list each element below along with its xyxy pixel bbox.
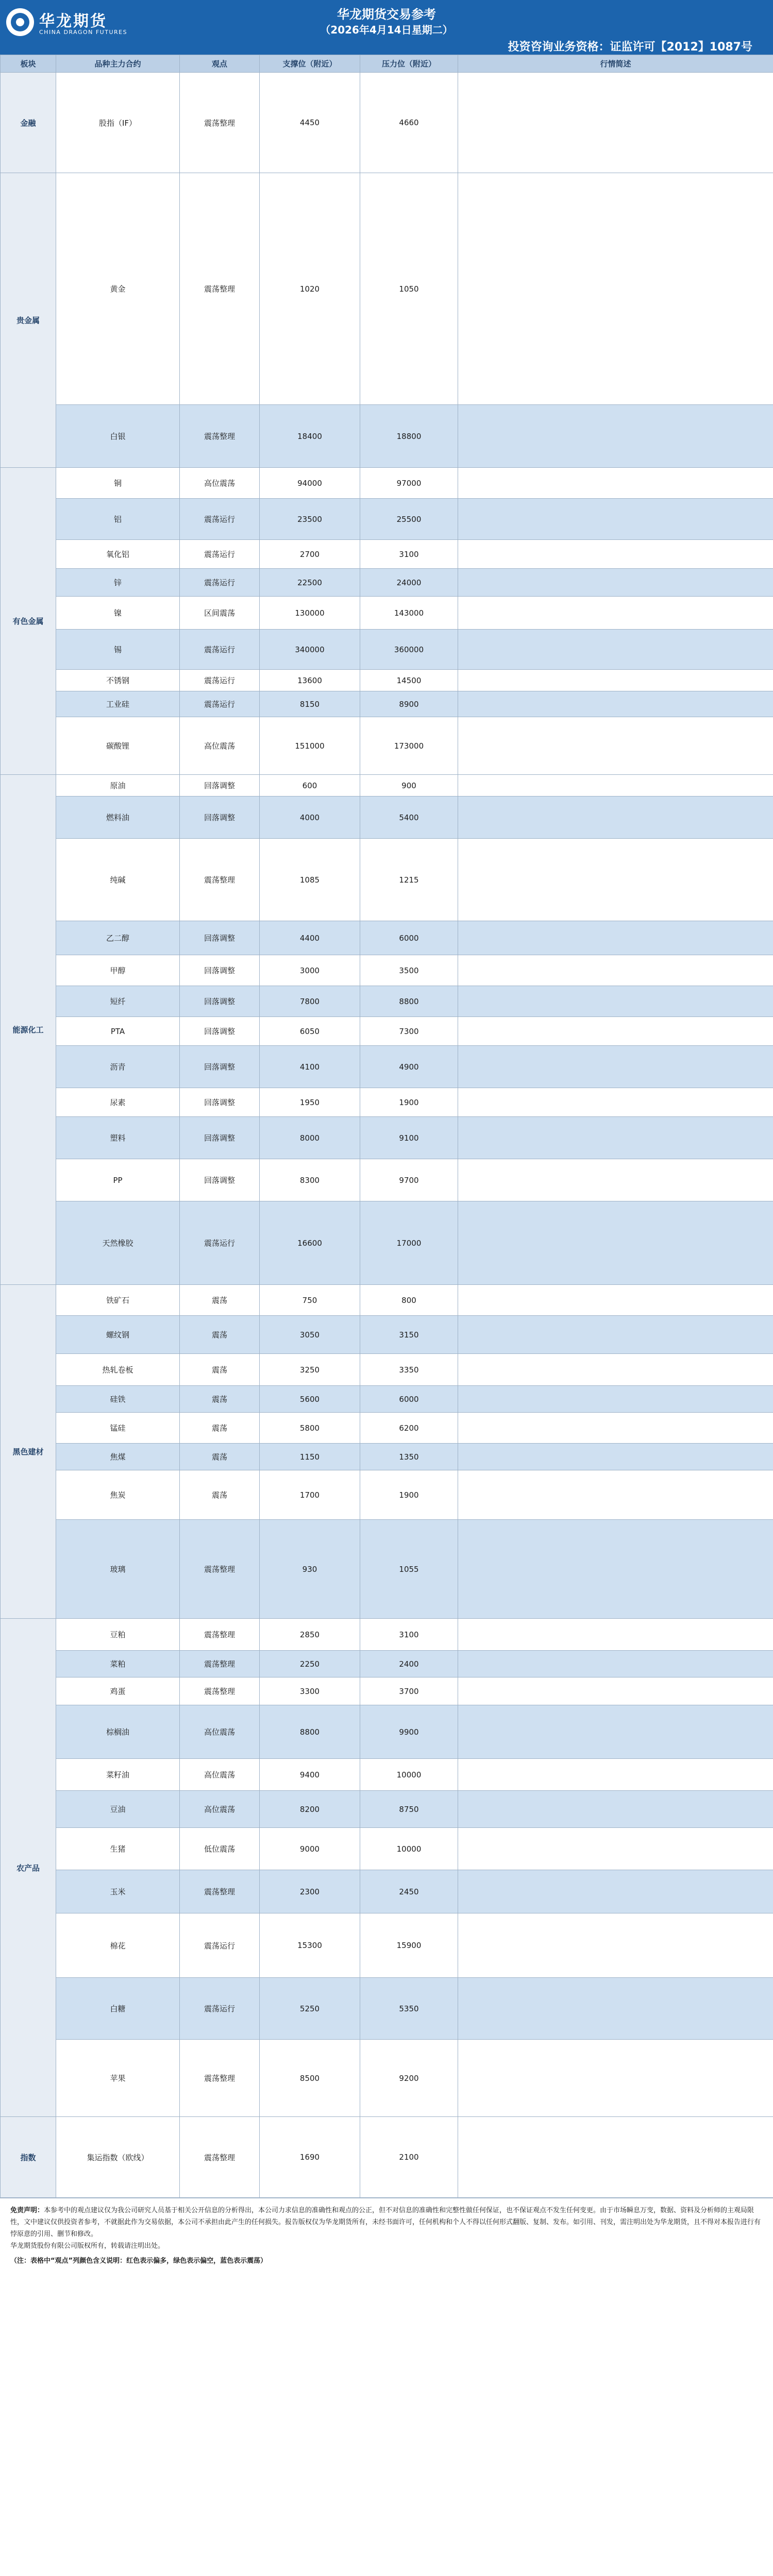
support-cell: 8200 (260, 1791, 360, 1828)
support-cell: 1150 (260, 1444, 360, 1470)
comment-cell (458, 921, 773, 955)
contract-cell: 螺纹钢 (56, 1316, 180, 1354)
contract-cell: 锰硅 (56, 1413, 180, 1444)
view-cell: 高位震荡 (180, 468, 260, 499)
support-cell: 7800 (260, 986, 360, 1017)
column-header-comment: 行情简述 (458, 55, 773, 73)
support-cell: 750 (260, 1285, 360, 1316)
support-cell: 1700 (260, 1470, 360, 1520)
support-cell: 1690 (260, 2117, 360, 2198)
support-cell: 9000 (260, 1828, 360, 1870)
column-header-contract: 品种主力合约 (56, 55, 180, 73)
view-cell: 低位震荡 (180, 1828, 260, 1870)
table-row (1, 1285, 773, 1316)
view-cell: 震荡整理 (180, 73, 260, 173)
support-cell: 94000 (260, 468, 360, 499)
resistance-cell: 360000 (360, 630, 458, 670)
comment-cell (458, 1651, 773, 1677)
support-cell: 3300 (260, 1677, 360, 1705)
table-row (1, 775, 773, 796)
comment-cell (458, 1444, 773, 1470)
sector-cell: 黑色建材 (1, 1285, 56, 1619)
contract-cell: 锌 (56, 569, 180, 597)
comment-cell (458, 1870, 773, 1913)
report-date: （2026年4月14日星期二） (320, 24, 453, 36)
comment-cell (458, 1117, 773, 1159)
comment-cell (458, 1413, 773, 1444)
comment-cell (458, 1159, 773, 1201)
color-legend-note: （注：表格中“观点”列颜色含义说明：红色表示偏多，绿色表示偏空，蓝色表示震荡） (10, 2257, 267, 2265)
resistance-cell: 173000 (360, 717, 458, 775)
contract-cell: PP (56, 1159, 180, 1201)
resistance-cell: 9700 (360, 1159, 458, 1201)
view-cell: 震荡运行 (180, 569, 260, 597)
view-cell: 震荡 (180, 1413, 260, 1444)
contract-cell: 玻璃 (56, 1520, 180, 1619)
contract-cell: 工业硅 (56, 691, 180, 717)
view-cell: 震荡整理 (180, 1651, 260, 1677)
table-row (1, 499, 773, 540)
table-row (1, 540, 773, 569)
support-cell: 5600 (260, 1386, 360, 1413)
sector-cell: 能源化工 (1, 775, 56, 1285)
table-row (1, 1316, 773, 1354)
view-cell: 震荡整理 (180, 2117, 260, 2198)
report-title: 华龙期货交易参考 (337, 7, 436, 22)
support-cell: 1085 (260, 839, 360, 921)
contract-cell: 豆粕 (56, 1619, 180, 1651)
logo-english-name: CHINA DRAGON FUTURES (39, 29, 128, 36)
contract-cell: 鸡蛋 (56, 1677, 180, 1705)
support-cell: 130000 (260, 597, 360, 630)
support-cell: 340000 (260, 630, 360, 670)
support-cell: 2300 (260, 1870, 360, 1913)
contract-cell: PTA (56, 1017, 180, 1046)
contract-cell: 白糖 (56, 1978, 180, 2040)
table-header-row (1, 55, 773, 73)
resistance-cell: 3100 (360, 540, 458, 569)
comment-cell (458, 1088, 773, 1117)
resistance-cell: 4660 (360, 73, 458, 173)
table-row (1, 717, 773, 775)
support-cell: 23500 (260, 499, 360, 540)
resistance-cell: 6200 (360, 1413, 458, 1444)
table-row (1, 1828, 773, 1870)
view-cell: 区间震荡 (180, 597, 260, 630)
resistance-cell: 143000 (360, 597, 458, 630)
column-header-support: 支撑位（附近） (260, 55, 360, 73)
comment-cell (458, 839, 773, 921)
contract-cell: 棉花 (56, 1913, 180, 1978)
comment-cell (458, 1386, 773, 1413)
comment-cell (458, 717, 773, 775)
sector-cell: 金融 (1, 73, 56, 173)
resistance-cell: 9100 (360, 1117, 458, 1159)
resistance-cell: 17000 (360, 1201, 458, 1285)
resistance-cell: 7300 (360, 1017, 458, 1046)
resistance-cell: 2400 (360, 1651, 458, 1677)
comment-cell (458, 1828, 773, 1870)
comment-cell (458, 1046, 773, 1088)
support-cell: 8300 (260, 1159, 360, 1201)
view-cell: 回落调整 (180, 986, 260, 1017)
license-number: 投资咨询业务资格：证监许可【2012】1087号 (508, 41, 752, 54)
comment-cell (458, 1470, 773, 1520)
view-cell: 回落调整 (180, 955, 260, 986)
contract-cell: 白银 (56, 405, 180, 468)
table-row (1, 468, 773, 499)
report-header (0, 0, 773, 55)
table-row (1, 796, 773, 839)
support-cell: 3250 (260, 1354, 360, 1386)
view-cell: 回落调整 (180, 1159, 260, 1201)
comment-cell (458, 569, 773, 597)
view-cell: 震荡 (180, 1285, 260, 1316)
comment-cell (458, 1354, 773, 1386)
view-cell: 震荡运行 (180, 499, 260, 540)
view-cell: 高位震荡 (180, 1791, 260, 1828)
table-row (1, 405, 773, 468)
table-row (1, 1201, 773, 1285)
support-cell: 16600 (260, 1201, 360, 1285)
support-cell: 8800 (260, 1705, 360, 1759)
table-row (1, 1619, 773, 1651)
comment-cell (458, 955, 773, 986)
contract-cell: 苹果 (56, 2040, 180, 2117)
contract-cell: 不锈钢 (56, 670, 180, 691)
resistance-cell: 8800 (360, 986, 458, 1017)
comment-cell (458, 1619, 773, 1651)
table-row (1, 1759, 773, 1791)
table-row (1, 955, 773, 986)
view-cell: 震荡运行 (180, 1913, 260, 1978)
resistance-cell: 4900 (360, 1046, 458, 1088)
contract-cell: 锡 (56, 630, 180, 670)
table-row (1, 1651, 773, 1677)
resistance-cell: 5350 (360, 1978, 458, 2040)
view-cell: 震荡整理 (180, 1870, 260, 1913)
view-cell: 高位震荡 (180, 717, 260, 775)
resistance-cell: 5400 (360, 796, 458, 839)
view-cell: 高位震荡 (180, 1705, 260, 1759)
contract-cell: 豆油 (56, 1791, 180, 1828)
resistance-cell: 1215 (360, 839, 458, 921)
contract-cell: 甲醇 (56, 955, 180, 986)
comment-cell (458, 1316, 773, 1354)
resistance-cell: 9900 (360, 1705, 458, 1759)
support-cell: 1020 (260, 173, 360, 405)
view-cell: 回落调整 (180, 1017, 260, 1046)
sector-cell: 有色金属 (1, 468, 56, 775)
comment-cell (458, 1201, 773, 1285)
table-row (1, 173, 773, 405)
table-row (1, 1017, 773, 1046)
comment-cell (458, 630, 773, 670)
table-row (1, 2117, 773, 2198)
view-cell: 回落调整 (180, 1117, 260, 1159)
view-cell: 震荡 (180, 1470, 260, 1520)
column-header-sector: 板块 (1, 55, 56, 73)
support-cell: 8000 (260, 1117, 360, 1159)
table-row (1, 1978, 773, 2040)
contract-cell: 尿素 (56, 1088, 180, 1117)
resistance-cell: 800 (360, 1285, 458, 1316)
contract-cell: 镍 (56, 597, 180, 630)
support-cell: 151000 (260, 717, 360, 775)
table-row (1, 1386, 773, 1413)
support-cell: 2250 (260, 1651, 360, 1677)
table-row (1, 2040, 773, 2117)
view-cell: 震荡 (180, 1386, 260, 1413)
contract-cell: 氧化铝 (56, 540, 180, 569)
view-cell: 震荡 (180, 1316, 260, 1354)
support-cell: 600 (260, 775, 360, 796)
contract-cell: 碳酸锂 (56, 717, 180, 775)
disclaimer-text: 本参考中的观点建议仅为我公司研究人员基于相关公开信息的分析得出，本公司力求信息的准确性和观点的公正，但不对信息的准确性和完整性做任何保证，也不保证观点不发生任何变更。由于市场瞬息万变，数据、资料及分析师的主观局限性，文中建议仅供投资者参考，不就据此作为交易依据，本公司不承担由此产生的任何损失。报告版权仅为华龙期货所有，未经书面许可，任何机构和个人不得以任何形式翻版、复制、发布。如引用、刊发，需注明出处为华龙期货，且不得对本报告进行有悖原意的引用、删节和修改。 (10, 2207, 761, 2238)
contract-cell: 铝 (56, 499, 180, 540)
resistance-cell: 8900 (360, 691, 458, 717)
table-row (1, 1791, 773, 1828)
view-cell: 回落调整 (180, 921, 260, 955)
comment-cell (458, 1913, 773, 1978)
contract-cell: 乙二醇 (56, 921, 180, 955)
comment-cell (458, 405, 773, 468)
view-cell: 回落调整 (180, 775, 260, 796)
comment-cell (458, 1017, 773, 1046)
support-cell: 5250 (260, 1978, 360, 2040)
resistance-cell: 1055 (360, 1520, 458, 1619)
support-cell: 2850 (260, 1619, 360, 1651)
contract-cell: 沥青 (56, 1046, 180, 1088)
comment-cell (458, 1520, 773, 1619)
column-header-resistance: 压力位（附近） (360, 55, 458, 73)
view-cell: 震荡整理 (180, 1520, 260, 1619)
support-cell: 4400 (260, 921, 360, 955)
table-row (1, 691, 773, 717)
view-cell: 震荡运行 (180, 630, 260, 670)
contract-cell: 菜籽油 (56, 1759, 180, 1791)
comment-cell (458, 670, 773, 691)
table-row (1, 1677, 773, 1705)
support-cell: 5800 (260, 1413, 360, 1444)
contract-cell: 原油 (56, 775, 180, 796)
view-cell: 震荡整理 (180, 839, 260, 921)
table-row (1, 1354, 773, 1386)
table-body (1, 73, 773, 2198)
support-cell: 4450 (260, 73, 360, 173)
comment-cell (458, 775, 773, 796)
contract-cell: 硅铁 (56, 1386, 180, 1413)
comment-cell (458, 468, 773, 499)
support-cell: 13600 (260, 670, 360, 691)
contract-cell: 塑料 (56, 1117, 180, 1159)
table-row (1, 1444, 773, 1470)
resistance-cell: 24000 (360, 569, 458, 597)
table-row (1, 986, 773, 1017)
resistance-cell: 3700 (360, 1677, 458, 1705)
view-cell: 震荡整理 (180, 173, 260, 405)
resistance-cell: 14500 (360, 670, 458, 691)
sector-cell: 贵金属 (1, 173, 56, 468)
table-row (1, 1705, 773, 1759)
sector-cell: 农产品 (1, 1619, 56, 2117)
resistance-cell: 1050 (360, 173, 458, 405)
support-cell: 22500 (260, 569, 360, 597)
resistance-cell: 2450 (360, 1870, 458, 1913)
resistance-cell: 8750 (360, 1791, 458, 1828)
table-row (1, 1913, 773, 1978)
contract-cell: 焦煤 (56, 1444, 180, 1470)
contract-cell: 生猪 (56, 1828, 180, 1870)
support-cell: 1950 (260, 1088, 360, 1117)
comment-cell (458, 691, 773, 717)
table-row (1, 1520, 773, 1619)
contract-cell: 菜粕 (56, 1651, 180, 1677)
view-cell: 震荡运行 (180, 540, 260, 569)
view-cell: 回落调整 (180, 1046, 260, 1088)
view-cell: 高位震荡 (180, 1759, 260, 1791)
comment-cell (458, 2040, 773, 2117)
resistance-cell: 25500 (360, 499, 458, 540)
disclaimer-label: 免责声明： (10, 2207, 44, 2214)
view-cell: 震荡运行 (180, 1978, 260, 2040)
contract-cell: 黄金 (56, 173, 180, 405)
reference-table (0, 55, 773, 2198)
contract-cell: 纯碱 (56, 839, 180, 921)
comment-cell (458, 597, 773, 630)
support-cell: 2700 (260, 540, 360, 569)
table-row (1, 1413, 773, 1444)
comment-cell (458, 540, 773, 569)
comment-cell (458, 986, 773, 1017)
resistance-cell: 3100 (360, 1619, 458, 1651)
view-cell: 震荡 (180, 1444, 260, 1470)
table-row (1, 1088, 773, 1117)
resistance-cell: 18800 (360, 405, 458, 468)
support-cell: 8150 (260, 691, 360, 717)
view-cell: 震荡运行 (180, 691, 260, 717)
view-cell: 震荡整理 (180, 405, 260, 468)
resistance-cell: 3150 (360, 1316, 458, 1354)
disclaimer (10, 2205, 763, 2240)
resistance-cell: 10000 (360, 1759, 458, 1791)
view-cell: 震荡运行 (180, 670, 260, 691)
support-cell: 3050 (260, 1316, 360, 1354)
contract-cell: 焦炭 (56, 1470, 180, 1520)
report-footer (0, 2198, 773, 2272)
comment-cell (458, 1759, 773, 1791)
support-cell: 4100 (260, 1046, 360, 1088)
logo-chinese-name: 华龙期货 (39, 12, 107, 30)
table-row (1, 630, 773, 670)
support-cell: 8500 (260, 2040, 360, 2117)
view-cell: 震荡运行 (180, 1201, 260, 1285)
view-cell: 回落调整 (180, 1088, 260, 1117)
resistance-cell: 97000 (360, 468, 458, 499)
view-cell: 回落调整 (180, 796, 260, 839)
copyright-notice: 华龙期货股份有限公司版权所有，转载请注明出处。 (10, 2242, 165, 2250)
resistance-cell: 15900 (360, 1913, 458, 1978)
contract-cell: 热轧卷板 (56, 1354, 180, 1386)
view-cell: 震荡整理 (180, 1619, 260, 1651)
support-cell: 4000 (260, 796, 360, 839)
comment-cell (458, 1791, 773, 1828)
support-cell: 15300 (260, 1913, 360, 1978)
table-row (1, 921, 773, 955)
table-row (1, 1870, 773, 1913)
table-row (1, 1046, 773, 1088)
resistance-cell: 1900 (360, 1470, 458, 1520)
view-cell: 震荡 (180, 1354, 260, 1386)
contract-cell: 铜 (56, 468, 180, 499)
view-cell: 震荡整理 (180, 2040, 260, 2117)
contract-cell: 铁矿石 (56, 1285, 180, 1316)
view-cell: 震荡整理 (180, 1677, 260, 1705)
contract-cell: 股指（IF） (56, 73, 180, 173)
resistance-cell: 1350 (360, 1444, 458, 1470)
contract-cell: 玉米 (56, 1870, 180, 1913)
resistance-cell: 1900 (360, 1088, 458, 1117)
column-header-view: 观点 (180, 55, 260, 73)
comment-cell (458, 2117, 773, 2198)
comment-cell (458, 1677, 773, 1705)
resistance-cell: 3500 (360, 955, 458, 986)
comment-cell (458, 1978, 773, 2040)
contract-cell: 天然橡胶 (56, 1201, 180, 1285)
table-row (1, 839, 773, 921)
resistance-cell: 9200 (360, 2040, 458, 2117)
sector-cell: 指数 (1, 2117, 56, 2198)
contract-cell: 棕榈油 (56, 1705, 180, 1759)
contract-cell: 集运指数（欧线） (56, 2117, 180, 2198)
contract-cell: 短纤 (56, 986, 180, 1017)
comment-cell (458, 1705, 773, 1759)
table-row (1, 1117, 773, 1159)
comment-cell (458, 173, 773, 405)
resistance-cell: 6000 (360, 921, 458, 955)
table-row (1, 1159, 773, 1201)
resistance-cell: 6000 (360, 1386, 458, 1413)
resistance-cell: 10000 (360, 1828, 458, 1870)
comment-cell (458, 1285, 773, 1316)
support-cell: 930 (260, 1520, 360, 1619)
support-cell: 3000 (260, 955, 360, 986)
support-cell: 18400 (260, 405, 360, 468)
resistance-cell: 2100 (360, 2117, 458, 2198)
comment-cell (458, 499, 773, 540)
table-row (1, 569, 773, 597)
contract-cell: 燃料油 (56, 796, 180, 839)
table-row (1, 597, 773, 630)
resistance-cell: 3350 (360, 1354, 458, 1386)
support-cell: 9400 (260, 1759, 360, 1791)
resistance-cell: 900 (360, 775, 458, 796)
comment-cell (458, 73, 773, 173)
comment-cell (458, 796, 773, 839)
support-cell: 6050 (260, 1017, 360, 1046)
table-row (1, 73, 773, 173)
table-row (1, 1470, 773, 1520)
table-row (1, 670, 773, 691)
